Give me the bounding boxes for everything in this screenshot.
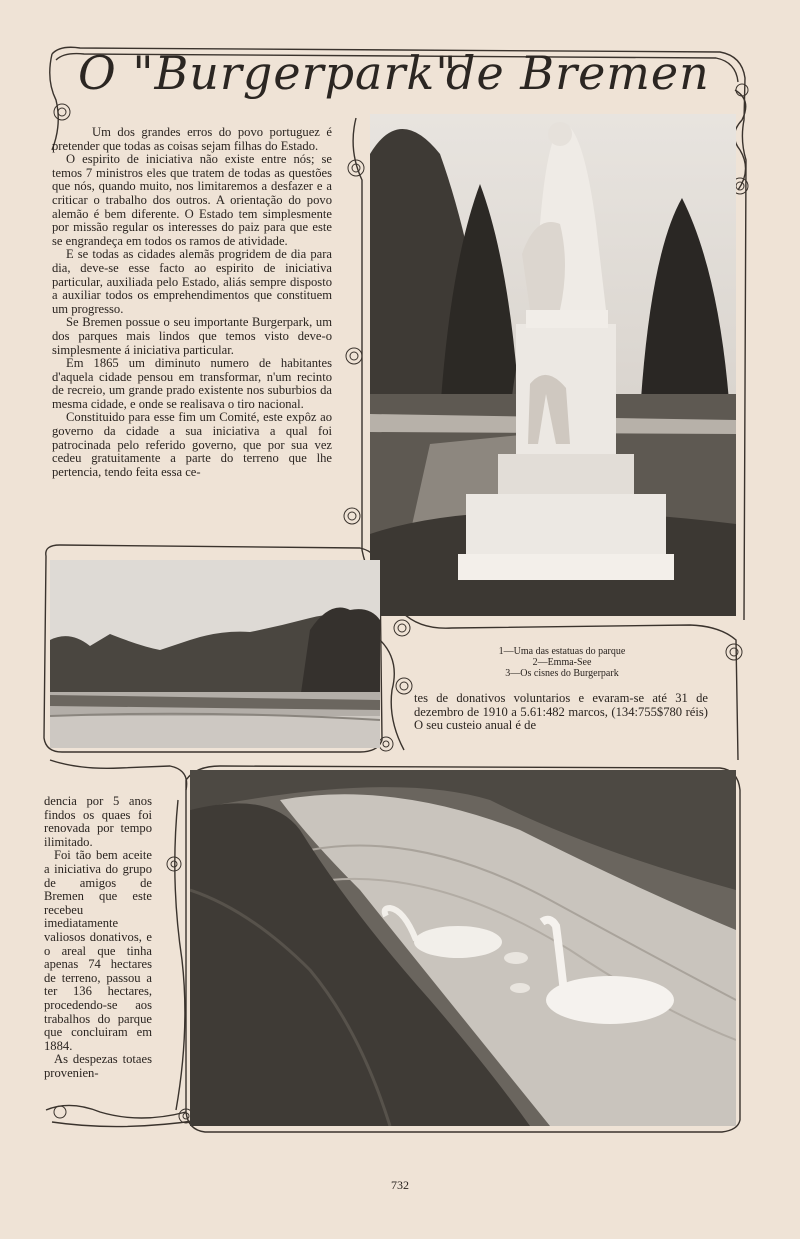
caption-line: 3—Os cisnes do Burgerpark — [505, 668, 619, 679]
article-column-1 — [52, 126, 332, 479]
title-part1: O "Burgerpark" — [78, 46, 458, 100]
paragraph: Constituido para esse fim um Comité, este expôz ao governo da cidade a sua iniciativa a qual foi patrocinada pelo referido governo, que por sua vez cedeu gratuitamente a parte do terreno que lhe pertencia, tendo feita essa ce- — [52, 410, 332, 479]
article-column-3 — [44, 795, 152, 1080]
article-title — [78, 42, 728, 114]
photo-swans — [190, 770, 736, 1126]
photo-statue — [370, 114, 736, 616]
paragraph: Em 1865 um diminuto numero de habitantes d'aquela cidade pensou em transformar, n'um recinto de recreio, um grande prado existente nos suburbios da mesma cidade, e onde se realisava o tiro nacional. — [52, 356, 332, 411]
title-part2: de Bremen — [446, 46, 710, 100]
paragraph: E se todas as cidades alemãs progridem de dia para dia, deve-se esse facto ao espirito de iniciativa particular, auxiliada pelo Estado, aliás sempre disposto a auxiliar todos os emprehendimentos que constituem um progresso. — [52, 247, 332, 316]
paragraph: dencia por 5 anos findos os quaes foi renovada por tempo ilimitado. — [44, 794, 152, 849]
caption-line: 2—Emma-See — [532, 657, 592, 668]
lake-illustration — [50, 560, 380, 748]
statue-illustration — [370, 114, 736, 616]
swans-illustration — [190, 770, 736, 1126]
paragraph: tes de donativos voluntarios e evaram-se até 31 de dezembro de 1910 a 5.61:482 marcos, (134:755$780 réis) O seu custeio anual é de — [414, 691, 708, 733]
paragraph: Um dos grandes erros do povo portuguez é pretender que todas as coisas sejam filhas do Estado. — [52, 125, 332, 153]
page-number: 732 — [391, 1178, 409, 1192]
paragraph: Foi tão bem aceite a iniciativa do grupo de amigos de Bremen que este recebeu imediatamente valiosos donativos, e o areal que tinha apenas 74 hectares de terreno, passou a ter 136 hectares, procedendo-se aos trabalhos do parque que concluiram em 1884. — [44, 848, 152, 1053]
paragraph: As despezas totaes provenien- — [44, 1052, 152, 1080]
photo-captions — [452, 646, 672, 679]
paragraph: Se Bremen possue o seu importante Burgerpark, um dos parques mais lindos que temos visto deve-o simplesmente á iniciativa particular. — [52, 315, 332, 357]
paragraph: O espirito de iniciativa não existe entre nós; se temos 7 ministros eles que tratem de todas as questões que nós, quando muito, nos limitaremos a desfazer e a criticar o trabalho dos outros. A orientação do povo alemão é bem diferente. O Estado tem simplesmente por missão regular os interesses do paiz para que este se engrandeça em todos os ramos de atividade. — [52, 152, 332, 248]
article-column-2 — [414, 692, 708, 733]
caption-line: 1—Uma das estatuas do parque — [498, 646, 626, 657]
photo-emma-see — [50, 560, 380, 748]
